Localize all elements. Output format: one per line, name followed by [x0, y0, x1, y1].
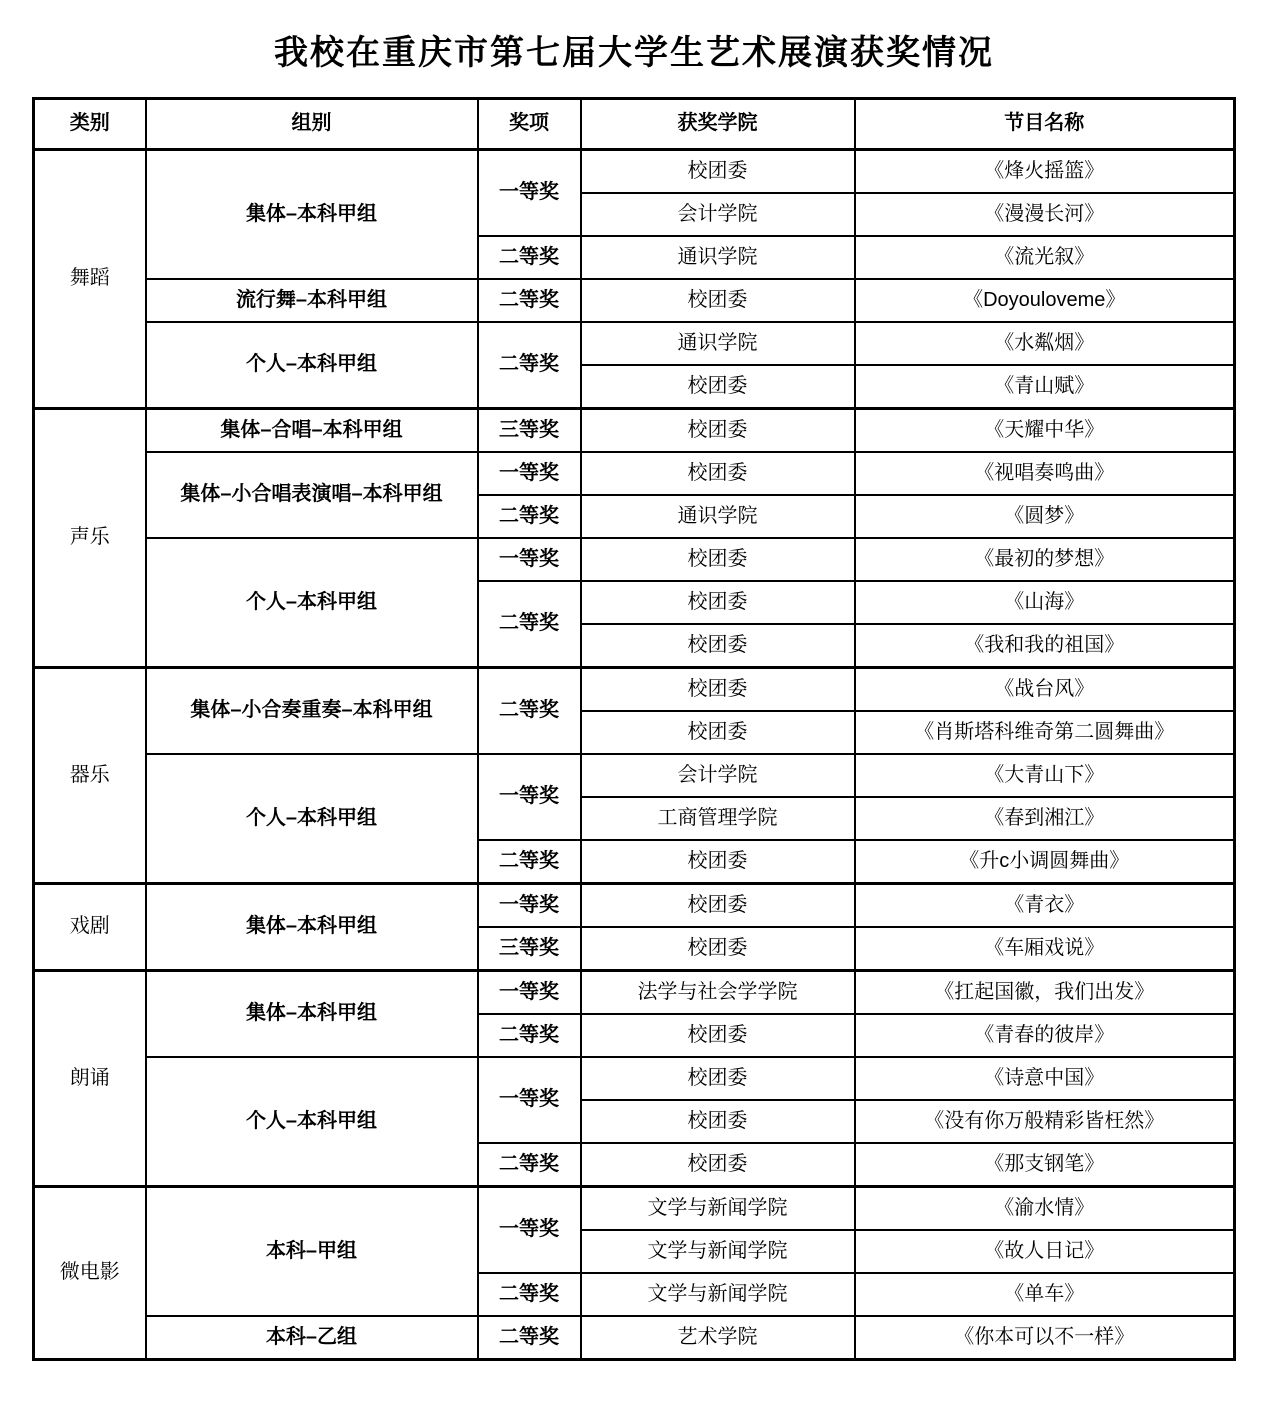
cell-award: 一等奖 — [478, 452, 581, 495]
cell-group: 个人–本科甲组 — [146, 322, 478, 409]
cell-award: 二等奖 — [478, 1316, 581, 1360]
cell-college: 校团委 — [581, 711, 855, 754]
cell-program: 《我和我的祖国》 — [855, 624, 1235, 668]
cell-program: 《扛起国徽，我们出发》 — [855, 970, 1235, 1014]
cell-program: 《诗意中国》 — [855, 1057, 1235, 1100]
cell-program: 《青春的彼岸》 — [855, 1014, 1235, 1057]
cell-program: 《故人日记》 — [855, 1230, 1235, 1273]
cell-category: 声乐 — [34, 408, 146, 667]
cell-college: 校团委 — [581, 581, 855, 624]
cell-group: 集体–合唱–本科甲组 — [146, 408, 478, 452]
cell-program: 《Doyouloveme》 — [855, 279, 1235, 322]
cell-college: 通识学院 — [581, 322, 855, 365]
cell-college: 校团委 — [581, 624, 855, 668]
table-row — [34, 279, 1235, 322]
table-row — [34, 1316, 1235, 1360]
cell-category: 舞蹈 — [34, 149, 146, 408]
cell-category: 微电影 — [34, 1186, 146, 1359]
cell-award: 一等奖 — [478, 538, 581, 581]
awards-table — [32, 97, 1236, 1361]
cell-college: 工商管理学院 — [581, 797, 855, 840]
cell-college: 校团委 — [581, 927, 855, 971]
cell-award: 二等奖 — [478, 279, 581, 322]
cell-award: 二等奖 — [478, 322, 581, 409]
table-row — [34, 754, 1235, 797]
cell-group: 本科–乙组 — [146, 1316, 478, 1360]
cell-program: 《单车》 — [855, 1273, 1235, 1316]
column-header-group: 组别 — [146, 98, 478, 149]
cell-award: 一等奖 — [478, 1186, 581, 1273]
cell-college: 校团委 — [581, 667, 855, 711]
cell-award: 二等奖 — [478, 667, 581, 754]
cell-category: 戏剧 — [34, 883, 146, 970]
header-row — [34, 98, 1235, 149]
cell-award: 一等奖 — [478, 149, 581, 236]
cell-college: 校团委 — [581, 1057, 855, 1100]
table-body — [34, 149, 1235, 1359]
cell-college: 艺术学院 — [581, 1316, 855, 1360]
cell-award: 二等奖 — [478, 236, 581, 279]
cell-category: 器乐 — [34, 667, 146, 883]
cell-award: 三等奖 — [478, 408, 581, 452]
cell-college: 会计学院 — [581, 193, 855, 236]
cell-program: 《流光叙》 — [855, 236, 1235, 279]
cell-award: 二等奖 — [478, 1014, 581, 1057]
cell-college: 校团委 — [581, 1100, 855, 1143]
cell-college: 文学与新闻学院 — [581, 1230, 855, 1273]
table-row — [34, 322, 1235, 365]
cell-group: 流行舞–本科甲组 — [146, 279, 478, 322]
table-row — [34, 883, 1235, 927]
page-title: 我校在重庆市第七届大学生艺术展演获奖情况 — [274, 35, 994, 72]
cell-program: 《春到湘江》 — [855, 797, 1235, 840]
table-row — [34, 1186, 1235, 1230]
cell-group: 本科–甲组 — [146, 1186, 478, 1316]
cell-award: 二等奖 — [478, 1273, 581, 1316]
cell-group: 个人–本科甲组 — [146, 538, 478, 668]
table-row — [34, 1057, 1235, 1100]
cell-college: 校团委 — [581, 408, 855, 452]
cell-program: 《肖斯塔科维奇第二圆舞曲》 — [855, 711, 1235, 754]
cell-category: 朗诵 — [34, 970, 146, 1186]
cell-program: 《圆梦》 — [855, 495, 1235, 538]
cell-program: 《最初的梦想》 — [855, 538, 1235, 581]
table-row — [34, 970, 1235, 1014]
cell-group: 集体–本科甲组 — [146, 970, 478, 1057]
table-row — [34, 149, 1235, 193]
cell-group: 集体–小合唱表演唱–本科甲组 — [146, 452, 478, 538]
cell-group: 个人–本科甲组 — [146, 754, 478, 884]
cell-group: 集体–本科甲组 — [146, 883, 478, 970]
column-header-college: 获奖学院 — [581, 98, 855, 149]
cell-program: 《战台风》 — [855, 667, 1235, 711]
cell-college: 校团委 — [581, 1014, 855, 1057]
cell-college: 会计学院 — [581, 754, 855, 797]
cell-college: 文学与新闻学院 — [581, 1186, 855, 1230]
cell-college: 校团委 — [581, 149, 855, 193]
cell-program: 《大青山下》 — [855, 754, 1235, 797]
table-row — [34, 452, 1235, 495]
cell-award: 二等奖 — [478, 581, 581, 668]
cell-award: 一等奖 — [478, 883, 581, 927]
cell-college: 校团委 — [581, 840, 855, 884]
cell-award: 二等奖 — [478, 1143, 581, 1187]
cell-college: 法学与社会学学院 — [581, 970, 855, 1014]
cell-group: 集体–小合奏重奏–本科甲组 — [146, 667, 478, 754]
cell-program: 《烽火摇篮》 — [855, 149, 1235, 193]
column-header-category: 类别 — [34, 98, 146, 149]
cell-college: 文学与新闻学院 — [581, 1273, 855, 1316]
cell-program: 《没有你万般精彩皆枉然》 — [855, 1100, 1235, 1143]
cell-award: 三等奖 — [478, 927, 581, 971]
cell-college: 校团委 — [581, 452, 855, 495]
cell-college: 校团委 — [581, 883, 855, 927]
cell-award: 一等奖 — [478, 754, 581, 840]
cell-award: 二等奖 — [478, 495, 581, 538]
cell-program: 《你本可以不一样》 — [855, 1316, 1235, 1360]
cell-award: 二等奖 — [478, 840, 581, 884]
cell-program: 《视唱奏鸣曲》 — [855, 452, 1235, 495]
table-row — [34, 538, 1235, 581]
cell-award: 一等奖 — [478, 1057, 581, 1143]
cell-program: 《升c小调圆舞曲》 — [855, 840, 1235, 884]
cell-program: 《青衣》 — [855, 883, 1235, 927]
cell-program: 《漫漫长河》 — [855, 193, 1235, 236]
cell-college: 校团委 — [581, 279, 855, 322]
cell-award: 一等奖 — [478, 970, 581, 1014]
column-header-award: 奖项 — [478, 98, 581, 149]
cell-program: 《山海》 — [855, 581, 1235, 624]
cell-program: 《渝水情》 — [855, 1186, 1235, 1230]
cell-group: 集体–本科甲组 — [146, 149, 478, 279]
column-header-program: 节目名称 — [855, 98, 1235, 149]
cell-college: 校团委 — [581, 365, 855, 409]
cell-program: 《青山赋》 — [855, 365, 1235, 409]
cell-program: 《那支钢笔》 — [855, 1143, 1235, 1187]
cell-program: 《车厢戏说》 — [855, 927, 1235, 971]
cell-college: 通识学院 — [581, 495, 855, 538]
cell-college: 校团委 — [581, 1143, 855, 1187]
cell-college: 校团委 — [581, 538, 855, 581]
cell-program: 《水粼烟》 — [855, 322, 1235, 365]
cell-group: 个人–本科甲组 — [146, 1057, 478, 1187]
table-row — [34, 667, 1235, 711]
cell-college: 通识学院 — [581, 236, 855, 279]
table-row — [34, 408, 1235, 452]
cell-program: 《天耀中华》 — [855, 408, 1235, 452]
